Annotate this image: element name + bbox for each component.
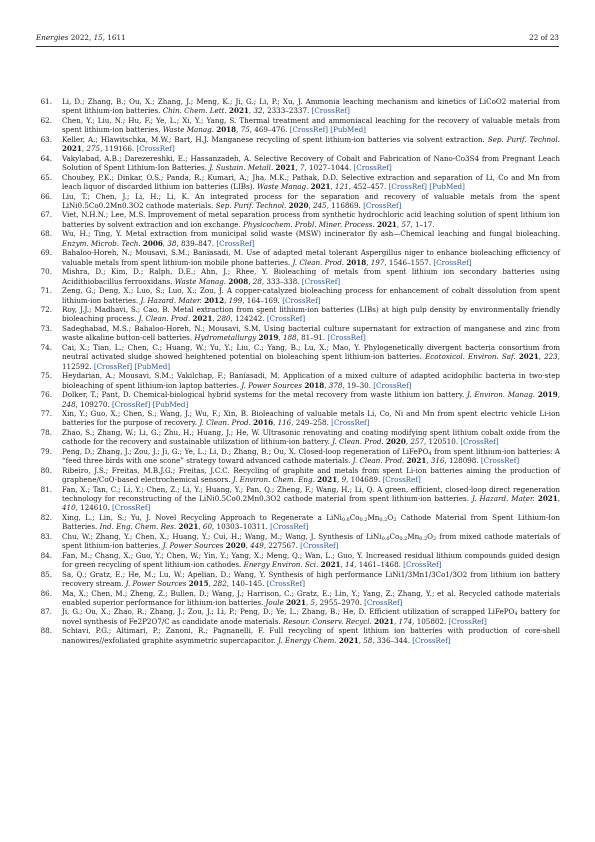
reference-item (36, 485, 560, 513)
reference-number: 67. (40, 210, 52, 220)
reference-text: Roy, J.J.; Madhavi, S.; Cao, B. Metal extraction from spent lithium-ion batteries (LIBs) at high pulp density by environmentally friendly bioleaching process. (62, 304, 560, 324)
reference-number: 69. (40, 248, 52, 258)
crossref-link[interactable]: [CrossRef] (364, 598, 403, 608)
reference-item (36, 409, 560, 428)
reference-number: 79. (40, 446, 52, 456)
reference-text: , 19–30. (342, 380, 374, 390)
reference-text: , 1461–1468. (354, 560, 404, 570)
reference-item (36, 192, 560, 211)
reference-text: , 128098. (444, 456, 481, 466)
reference-year: 2020 (288, 200, 309, 210)
reference-text: O (427, 531, 433, 541)
reference-text: , 839–847. (176, 238, 217, 248)
reference-text: battery for novel synthesis of Fe2P2O7/C as candidate anode materials. (62, 607, 560, 626)
crossref-link[interactable]: [CrossRef] (111, 503, 151, 513)
reference-italic-text: 257 (410, 437, 425, 447)
reference-year: 2016 (253, 418, 274, 428)
reference-year: 2021 (320, 560, 341, 570)
reference-text: , (273, 418, 278, 428)
reference-text: , (162, 238, 168, 248)
reference-number: 76. (40, 390, 52, 400)
reference-italic-text: J. Clean. Prod. (332, 437, 384, 447)
reference-text: from spent lithium-ion batteries: A “feed three birds with one scone” strategy toward advanced cathode materials. (62, 446, 560, 466)
reference-item (36, 267, 560, 286)
reference-italic-text: 282 (213, 579, 227, 589)
journal-name: Energies (36, 33, 69, 42)
reference-number: 62. (40, 115, 52, 125)
reference-number: 77. (40, 408, 52, 418)
crossref-link[interactable]: [CrossRef] (388, 182, 427, 192)
subscript: 0.2 (379, 516, 388, 523)
reference-text: , (295, 163, 300, 173)
reference-italic-text: 197 (370, 257, 385, 267)
reference-italic-text: 280 (216, 314, 231, 324)
reference-text: , (340, 560, 346, 570)
reference-number: 73. (40, 323, 52, 333)
reference-italic-text: 174 (398, 616, 413, 626)
reference-item (36, 570, 560, 589)
reference-italic-text: 410 (62, 503, 76, 513)
reference-year: 2018 (346, 257, 367, 267)
reference-text: Xing, L.; Lin, S.; Yu, J. Novel Recycling Approach to Regenerate a LiNi (62, 512, 342, 522)
reference-text: , 109270. (75, 399, 112, 409)
reference-year: 2021 (275, 163, 296, 173)
reference-text: Wu, H.; Ting, Y. Metal extraction from municipal solid waste (MSW) incinerator fly ash—Chemical leaching and fungal bioleaching. (62, 229, 560, 239)
reference-italic-text: J. Clean. Prod. (292, 257, 345, 267)
crossref-link[interactable]: [CrossRef] (311, 106, 350, 116)
reference-year: 2021 (310, 182, 331, 192)
reference-text: Viet, N.H.N.; Lee, M.S. Improvement of metal separation process from synthetic hydrochloric acid leaching solution of spent lithium ion batteries by solvent extraction and ion exchange. (62, 210, 560, 229)
pubmed-link[interactable]: [PubMed] (330, 125, 366, 135)
reference-italic-text: Joule (265, 598, 284, 608)
reference-item (36, 248, 560, 267)
reference-year: 2020 (225, 541, 246, 551)
reference-italic-text: J. Environ. Chem. Eng. (232, 475, 315, 485)
reference-text: Mn (367, 512, 380, 522)
reference-text: O (387, 512, 394, 522)
reference-italic-text: 9 (341, 475, 347, 485)
reference-number: 61. (40, 97, 52, 106)
reference-text: , (330, 182, 336, 192)
reference-text: Choubey, P.K.; Dinkar, O.S.; Panda, R.; Kumari, A.; Jha, M.K.; Pathak, D.D. Selective extraction and separation of Li, Co and Mn from leach liquor of discarded lithium ion batteries (LIBs). (62, 172, 560, 192)
reference-item (36, 551, 560, 570)
reference-item (36, 428, 560, 447)
reference-italic-text: 116 (277, 418, 292, 428)
reference-text: , 124610. (75, 503, 112, 513)
crossref-link[interactable]: [CrossRef] (301, 276, 341, 286)
reference-italic-text: Physicochem. Probl. Miner. Process. (243, 219, 375, 229)
reference-italic-text: 245 (313, 200, 327, 210)
reference-item (36, 286, 560, 305)
reference-year: 2021 (229, 106, 249, 116)
reference-italic-text: Ecotoxicol. Environ. Saf. (425, 352, 516, 362)
reference-italic-text: Hydrometallurgy (194, 333, 257, 343)
reference-text: Mishra, D.; Kim, D.; Ralph, D.E.; Ahn, J.; Rhee, Y. Bioleaching of metals from spent lithium ion secondary batteries using Acidithiobacillus ferrooxidans. (62, 267, 560, 286)
journal-volume: 15 (93, 33, 103, 42)
reference-item (36, 626, 560, 645)
subscript: 4 (514, 611, 518, 618)
reference-year: 2019 (258, 333, 279, 343)
subscript: 2 (393, 516, 397, 523)
reference-number: 66. (40, 191, 52, 201)
reference-text: , 336–344. (372, 635, 413, 645)
reference-text: Schiavi, P.G.; Altimari, P.; Zanoni, R.; Pagnanelli, F. Full recycling of spent lithium ion batteries with production of core-shell nanowires//exfoliated graphite asymmetric supercapacitor. (62, 626, 560, 645)
reference-italic-text: 32 (253, 106, 263, 116)
reference-text: Zhao, S.; Zhang, W.; Li, G.; Zhu, H.; Huang, J.; He, W. Ultrasonic renovating and coating modifying spent lithium cobalt oxide from the cathode for the recovery and sustainable utilization of lithium-ion battery. (62, 427, 560, 447)
reference-text: Peng, D.; Zhang, J.; Zou, J.; Ji, G.; Ye, L.; Li, D.; Zhang, B.; Ou, X. Closed-loop regeneration of LiFePO (62, 446, 429, 456)
reference-year: 2021 (338, 635, 359, 645)
reference-item (36, 343, 560, 371)
reference-number: 80. (40, 465, 52, 475)
header-divider (36, 46, 559, 47)
subscript: 0.6 (381, 535, 390, 542)
reference-italic-text: Waste Manag. (257, 182, 309, 192)
reference-text: , (248, 106, 254, 116)
reference-text: Sadeghabad, M.S.; Bahaloo-Horeh, N.; Mousavi, S.M. Using bacterial culture supernatant for extraction of manganese and zinc from waste alkaline button-cell batteries. (62, 323, 560, 343)
subscript: 2 (433, 535, 437, 542)
reference-italic-text: J. Energy Chem. (278, 635, 337, 645)
reference-text: , (557, 494, 561, 504)
crossref-link[interactable]: [CrossRef] (289, 125, 329, 135)
reference-text: , (236, 125, 241, 135)
reference-italic-text: J. Clean. Prod. (352, 456, 405, 466)
reference-year: 2021 (317, 475, 338, 485)
reference-italic-text: 14 (345, 560, 355, 570)
reference-item (36, 589, 560, 608)
reference-text: Co (389, 531, 400, 541)
reference-year: 2021 (286, 598, 306, 608)
crossref-link[interactable]: [CrossRef] (363, 200, 402, 210)
reference-item (36, 390, 560, 409)
reference-year: 2006 (142, 238, 163, 248)
reference-text: Zeng, G.; Deng, X.; Luo, S.; Luo, X.; Zou, J. A copper-catalyzed bioleaching process for enhancement of cobalt dissolution from spent lithium-ion batteries. (62, 286, 560, 305)
crossref-link[interactable]: [CrossRef] (382, 475, 421, 485)
reference-italic-text: Waste Manag. (174, 276, 227, 286)
reference-item (36, 305, 560, 324)
reference-text: Vakylabad, A.B.; Darezereshki, E.; Hassanzadeh, A. Selective Recovery of Cobalt and Fabrication of Nano-Co3S4 from Pregnant Leach Solution of Spent Lithium-Ion Batteries. (62, 153, 560, 173)
reference-italic-text: 275 (86, 144, 101, 154)
reference-year: 2021 (178, 522, 199, 532)
reference-text: , (305, 598, 311, 608)
reference-year: 2021 (518, 352, 539, 362)
reference-italic-text: Sep. Purif. Technol. (487, 134, 560, 144)
reference-text: , 249–258. (291, 418, 332, 428)
subscript: 4 (428, 450, 432, 457)
reference-item (36, 513, 560, 532)
reference-text: , 116869. (326, 200, 364, 210)
reference-text: , 1027–1044. (304, 163, 354, 173)
reference-number: 72. (40, 304, 52, 314)
reference-item (36, 116, 560, 135)
crossref-link[interactable]: [CrossRef] (460, 437, 499, 447)
crossref-link[interactable]: [CrossRef] (327, 333, 366, 343)
crossref-link[interactable]: [CrossRef] (433, 257, 472, 267)
reference-text: Chen, Y.; Liu, N.; Hu, F.; Ye, L.; Xi, Y.; Yang, S. Thermal treatment and ammoniacal leaching for the recovery of valuable metals from spent lithium-ion batteries. (62, 115, 560, 135)
subscript: 0.2 (419, 535, 428, 542)
reference-text: , 81–91. (296, 333, 328, 343)
crossref-link[interactable]: [CrossRef] (266, 314, 306, 324)
reference-italic-text: Sep. Purif. Technol. (215, 200, 287, 210)
reference-italic-text: J. Hazard. Mater. (140, 295, 202, 305)
reference-text: , (81, 144, 87, 154)
reference-year: 2015 (188, 579, 209, 589)
reference-item (36, 135, 560, 154)
reference-year: 2020 (385, 437, 406, 447)
page-number: 22 of 23 (529, 33, 559, 42)
reference-italic-text: 188 (282, 333, 297, 343)
reference-text: , 333–338. (261, 276, 302, 286)
crossref-link[interactable]: [CrossRef] (412, 635, 451, 645)
crossref-link[interactable]: [CrossRef] (331, 418, 370, 428)
reference-italic-text: J. Environ. Manag. (467, 390, 536, 400)
reference-number: 64. (40, 153, 52, 163)
reference-text: Mn (407, 531, 420, 541)
reference-text: , 1546–1557. (384, 257, 434, 267)
crossref-link[interactable]: [CrossRef] (353, 163, 392, 173)
reference-item (36, 466, 560, 485)
reference-italic-text: 121 (335, 182, 349, 192)
reference-text: Ma, X.; Chen, M.; Zheng, Z.; Bullen, D.; Wang, J.; Harrison, C.; Gratz, E.; Lin, Y.; Yang, Z.; Zhang, Y.; et al. Recycled cathode materials enabled superior performance for lithium-ion batteries. (62, 588, 560, 608)
reference-text: Sa, Q.; Gratz, E.; He, M.; Lu, W.; Apelian, D.; Wang, Y. Synthesis of high performance LiNi1/3Mn1/3Co1/3O2 from lithium ion battery recovery stream. (62, 569, 560, 589)
reference-number: 81. (40, 484, 52, 494)
reference-number: 86. (40, 588, 52, 598)
reference-text: Fan, X.; Tan, C.; Li, Y.; Chen, Z.; Li, Y.; Huang, Y.; Pan, Q.; Zheng, F.; Wang, H.; Li, Q. A green, efficient, closed-loop direct regeneration technology for reconstructing of the LiNi0.5Co0.2Mn0.3O2 cathode material from spent lithium-ion batteries. (62, 484, 560, 504)
reference-text: , 227567. (263, 541, 301, 551)
reference-year: 2012 (204, 295, 225, 305)
reference-text: Keller, A.; Hlawitschka, M.W.; Bart, H.J. Manganese recycling of spent lithium-ion batteries via solvent extraction. (62, 134, 488, 144)
reference-text: Ribeiro, J.S.; Freitas, M.B.J.G.; Freitas, J.C.C. Recycling of graphite and metals from spent Li-ion batteries aiming the production of graphene/CoO-based electrochemical sensors. (62, 465, 560, 485)
reference-text: Cathode Material from Spent Lithium-Ion Batteries. (62, 512, 560, 532)
reference-text: Ji, G.; Ou, X.; Zhao, R.; Zhang, J.; Zou, J.; Li, P.; Peng, D.; Ye, L.; Zhang, B.; He, D. Efficient utilization of scrapped LiFePO (62, 607, 515, 617)
reference-italic-text: Enzym. Microb. Tech. (62, 238, 141, 248)
reference-text: , 120510. (424, 437, 461, 447)
reference-italic-text: 449 (250, 541, 264, 551)
crossref-link[interactable]: [CrossRef] (111, 399, 151, 409)
reference-italic-text: J. Power Sources (162, 541, 224, 551)
reference-list (36, 97, 560, 645)
reference-text: , (337, 475, 342, 485)
reference-italic-text: 75 (240, 125, 250, 135)
reference-number: 65. (40, 172, 52, 182)
journal-citation: Energies 2022, 15, 1611 (36, 33, 126, 42)
reference-year: 2021 (62, 144, 82, 154)
crossref-link[interactable]: [CrossRef] (93, 361, 133, 371)
reference-text: , 164–169. (242, 295, 283, 305)
reference-italic-text: Chin. Chem. Lett. (162, 106, 227, 116)
reference-italic-text: 28 (252, 276, 262, 286)
reference-year: 2021 (377, 219, 397, 229)
crossref-link[interactable]: [CrossRef] (300, 541, 339, 551)
reference-year: 2021 (192, 314, 213, 324)
subscript: 0.2 (359, 516, 368, 523)
reference-text: , (248, 276, 253, 286)
reference-year: 2021 (537, 494, 558, 504)
reference-italic-text: J. Power Sources (241, 380, 303, 390)
reference-item (36, 173, 560, 192)
reference-text: , 124242. (230, 314, 267, 324)
reference-italic-text: Energy Environ. Sci. (243, 560, 319, 570)
reference-text: , 112592. (62, 352, 560, 371)
reference-item (36, 371, 560, 390)
reference-italic-text: Waste Manag. (162, 125, 214, 135)
crossref-link[interactable]: [CrossRef] (136, 144, 175, 154)
crossref-link[interactable]: [CrossRef] (480, 456, 520, 466)
reference-text: , (278, 333, 283, 343)
reference-italic-text: 7 (299, 163, 305, 173)
reference-italic-text: J. Power Sources (125, 579, 187, 589)
reference-italic-text: 60 (202, 522, 212, 532)
reference-text: , (538, 352, 545, 362)
reference-text: , (396, 219, 402, 229)
reference-number: 74. (40, 342, 52, 352)
reference-text: from mixed cathode materials of spent lithium-ion batteries. (62, 531, 560, 551)
reference-text: Bahaloo-Horeh, N.; Mousavi, S.M.; Baniasadi, M. Use of adapted metal tolerant Aspergillus niger to enhance bioleaching efficiency of valuable metals from spent lithium-ion mobile phone batteries. (62, 248, 560, 267)
reference-item (36, 324, 560, 343)
reference-number: 71. (40, 286, 52, 296)
reference-text: , (198, 522, 203, 532)
reference-text: Li, D.; Zhang, B.; Ou, X.; Zhang, J.; Meng, K.; Ji, G.; Li, P.; Xu, J. Ammonia leaching mechanism and kinetics of LiCoO2 material from spent lithium-ion batteries. (62, 97, 560, 116)
reference-text: , 452–457. (348, 182, 389, 192)
reference-number: 84. (40, 550, 52, 560)
reference-italic-text: J. Clean. Prod. (138, 314, 191, 324)
reference-text: , (393, 616, 399, 626)
reference-number: 88. (40, 626, 52, 636)
reference-text: , (557, 390, 560, 400)
reference-item (36, 447, 560, 466)
reference-number: 75. (40, 371, 52, 381)
reference-text: Cai, X.; Tian, L.; Chen, C.; Huang, W.; Yu, Y.; Liu, C.; Yang, B.; Lu, X.; Mao, Y. Phylogenetically divergent bacteria consortium from neutral activated sludge showed heightened potential on bioleaching spent lithium-ion batteries. (62, 342, 560, 362)
reference-number: 83. (40, 531, 52, 541)
crossref-link[interactable]: [CrossRef] (282, 295, 321, 305)
pubmed-link[interactable]: [PubMed] (152, 399, 189, 409)
crossref-link[interactable]: [CrossRef] (373, 380, 412, 390)
pubmed-link[interactable]: [PubMed] (429, 182, 465, 192)
reference-italic-text: 58 (363, 635, 373, 645)
reference-year: 2021 (406, 456, 427, 466)
reference-text: , (324, 380, 329, 390)
crossref-link[interactable]: [CrossRef] (270, 522, 309, 532)
crossref-link[interactable]: [CrossRef] (266, 579, 306, 589)
reference-text: , 119166. (100, 144, 137, 154)
reference-text: , 469–476. (249, 125, 290, 135)
reference-item (36, 210, 560, 229)
running-header (36, 33, 559, 47)
reference-year: 2019 (537, 390, 558, 400)
subscript: 0.2 (399, 535, 408, 542)
reference-text: , (245, 541, 251, 551)
article-number: 1611 (107, 33, 126, 42)
crossref-link[interactable]: [CrossRef] (403, 560, 442, 570)
reference-text: , (308, 200, 314, 210)
pubmed-link[interactable]: [PubMed] (134, 361, 171, 371)
reference-text: , 2955–2970. (315, 598, 365, 608)
reference-italic-text: 199 (228, 295, 243, 305)
reference-number: 70. (40, 267, 52, 277)
reference-year: 2018 (304, 380, 325, 390)
reference-item (36, 607, 560, 626)
subscript: 0.6 (341, 516, 350, 523)
reference-text: , 104689. (346, 475, 383, 485)
reference-italic-text: 38 (167, 238, 177, 248)
reference-italic-text: 316 (430, 456, 445, 466)
reference-italic-text: Ind. Eng. Chem. Res. (99, 522, 177, 532)
reference-year: 2018 (216, 125, 237, 135)
reference-text: Xin, Y.; Guo, X.; Chen, S.; Wang, J.; Wu, F.; Xin, B. Bioleaching of valuable metals Li, Co, Ni and Mn from spent electric vehicle Li-ion batteries for the purpose of recovery. (62, 408, 560, 428)
reference-text: , 1–17. (410, 219, 435, 229)
reference-italic-text: J. Hazard. Mater. (471, 494, 535, 504)
reference-text: , 140–145. (226, 579, 267, 589)
reference-text: Chu, W.; Zhang, Y.; Chen, X.; Huang, Y.; Cui, H.; Wang, M.; Wang, J. Synthesis of LiNi (62, 531, 382, 541)
reference-text: , (358, 635, 364, 645)
reference-text: , (224, 295, 229, 305)
reference-italic-text: Resour. Conserv. Recycl. (282, 616, 372, 626)
reference-italic-text: 57 (401, 219, 411, 229)
reference-item (36, 532, 560, 551)
crossref-link[interactable]: [CrossRef] (216, 238, 255, 248)
reference-text: , 10303–10311. (212, 522, 271, 532)
reference-number: 78. (40, 427, 52, 437)
reference-text: Co (349, 512, 360, 522)
reference-text: , (212, 314, 217, 324)
reference-number: 68. (40, 229, 52, 239)
reference-number: 87. (40, 607, 52, 617)
reference-text: , (426, 456, 431, 466)
reference-italic-text: 248 (62, 399, 76, 409)
reference-text: Fan, M.; Chang, X.; Guo, Y.; Chen, W.; Yin, Y.; Yang, X.; Meng, Q.; Wan, L.; Guo, Y. Increased residual lithium compounds guided design for green recycling of spent lithium-ion cathodes. (62, 550, 560, 570)
reference-number: 85. (40, 569, 52, 579)
reference-text: , (366, 257, 371, 267)
journal-year: 2022 (70, 33, 90, 42)
crossref-link[interactable]: [CrossRef] (448, 616, 487, 626)
reference-text: Heydarian, A.; Mousavi, S.M.; Vakilchap, F.; Baniasadi, M. Application of a mixed culture of adapted acidophilic bacteria in two-step bioleaching of spent lithium-ion laptop batteries. (62, 371, 560, 390)
reference-year: 2008 (228, 276, 249, 286)
reference-text: , 2333–2337. (262, 106, 312, 116)
reference-item (36, 97, 560, 116)
reference-text: , (208, 579, 214, 589)
reference-text: , 105802. (412, 616, 449, 626)
reference-number: 82. (40, 512, 52, 522)
reference-italic-text: 223 (544, 352, 558, 362)
reference-number: 63. (40, 134, 52, 144)
reference-italic-text: 5 (310, 598, 316, 608)
reference-text: Liu, T.; Chen, J.; Li, H.; Li, K. An integrated process for the separation and recovery of valuable metals from the spent LiNi0.5Co0.2Mn0.3O2 cathode materials. (62, 191, 560, 210)
reference-item (36, 154, 560, 173)
reference-text: Dolker, T.; Pant, D. Chemical-biological hybrid systems for the metal recovery from waste lithium ion battery. (62, 390, 468, 400)
reference-text: , (405, 437, 411, 447)
reference-italic-text: J. Sustain. Metall. (209, 163, 274, 173)
reference-year: 2021 (374, 616, 394, 626)
reference-italic-text: J. Clean. Prod. (199, 418, 251, 428)
reference-italic-text: 378 (328, 380, 343, 390)
reference-item (36, 229, 560, 248)
